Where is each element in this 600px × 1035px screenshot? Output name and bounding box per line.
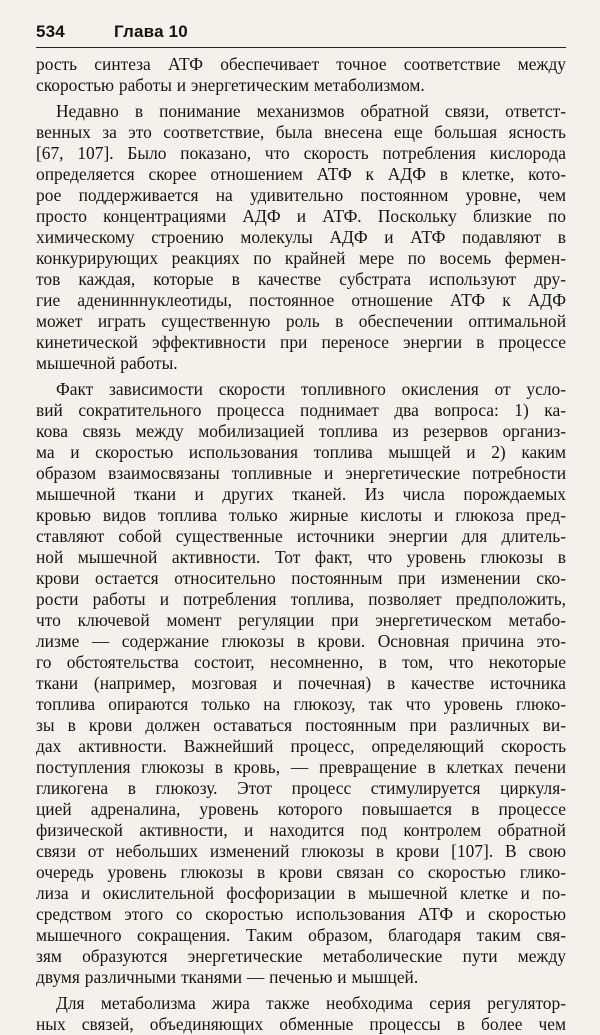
text-line: ставляют собой существенные источники энергии для длитель- xyxy=(36,526,566,546)
text-line: что ключевой момент регуляции при энергетическом метабо- xyxy=(36,610,566,630)
text-line: рости работы и потребления топлива, позволяет предположить, xyxy=(36,589,566,609)
text-line: определяется скорее отношением АТФ к АДФ в клетке, кото- xyxy=(36,164,566,184)
text-line: физической активности, и находится под контролем обратной xyxy=(36,820,566,840)
text-line: мышечного сокращения. Таким образом, благодаря таким свя- xyxy=(36,925,566,945)
text-line: цией адреналина, уровень которого повышается в процессе xyxy=(36,799,566,819)
text-line: поступления глюкозы в кровь, — превращение в клетках печени xyxy=(36,757,566,777)
text-line: ткани (например, мозговая и почечная) в качестве источника xyxy=(36,673,566,693)
text-line: двумя различными тканями — печенью и мышцей. xyxy=(36,967,419,987)
text-line: топлива опираются только на глюкозу, так что уровень глюко- xyxy=(36,694,566,714)
running-header xyxy=(36,22,566,48)
text-line: рое поддерживается на удивительно постоянном уровне, чем xyxy=(36,185,566,205)
text-line: образом взаимосвязаны топливные и энергетические потребности xyxy=(36,463,566,483)
text-line: тов каждая, которые в качестве субстрата используют дру- xyxy=(36,269,566,289)
text-line: крови остается относительно постоянным при изменении ско- xyxy=(36,568,566,588)
text-line: дах активности. Важнейший процесс, определяющий скорость xyxy=(36,736,566,756)
text-line: зы в крови должен оставаться постоянным при различных ви- xyxy=(36,715,566,735)
text-line: скоростью работы и энергетическим метаболизмом. xyxy=(36,75,425,95)
text-line: вий сократительного процесса поднимает два вопроса: 1) ка- xyxy=(36,400,566,420)
text-line: [67, 107]. Было показано, что скорость потребления кислорода xyxy=(36,143,566,163)
chapter-title: Глава 10 xyxy=(114,22,188,41)
text-line: ных связей, объединяющих обменные процессы в более чем xyxy=(36,1014,566,1034)
text-line: лизме — содержание глюкозы в крови. Основная причина это- xyxy=(36,631,566,651)
text-line: Факт зависимости скорости топливного окисления от усло- xyxy=(56,379,566,399)
text-line: кинетической эффективности при переносе энергии в процессе xyxy=(36,332,566,352)
body-text xyxy=(36,54,566,1035)
text-line: зям образуются энергетические метаболические пути между xyxy=(36,946,566,966)
text-line: кровью видов топлива только жирные кислоты и глюкоза пред- xyxy=(36,505,566,525)
text-line: ной мышечной активности. Тот факт, что уровень глюкозы в xyxy=(36,547,566,567)
text-line: венных за это соответствие, была внесена еще большая ясность xyxy=(36,122,566,142)
text-line: Недавно в понимание механизмов обратной связи, ответст- xyxy=(56,101,566,121)
text-line: рость синтеза АТФ обеспечивает точное соответствие между xyxy=(36,54,566,74)
text-line: мышечной работы. xyxy=(36,353,178,373)
text-line: конкурирующих реакциях по крайней мере по восемь фермен- xyxy=(36,248,566,268)
text-line: мышечной ткани и других тканей. Из числа порождаемых xyxy=(36,484,566,504)
text-line: лиза и окислительной фосфоризации в мышечной клетке и по- xyxy=(36,883,566,903)
text-line: очередь уровень глюкозы в крови связан со скоростью глико- xyxy=(36,862,566,882)
text-line: средством этого со скоростью использования АТФ и скоростью xyxy=(36,904,566,924)
text-line: кова связь между мобилизацией топлива из резервов организ- xyxy=(36,421,566,441)
text-line: просто концентрациями АДФ и АТФ. Поскольку близкие по xyxy=(36,206,566,226)
text-line: Для метаболизма жира также необходима серия регулятор- xyxy=(56,993,566,1013)
text-line: химическому строению молекулы АДФ и АТФ подавляют в xyxy=(36,227,566,247)
text-line: го обстоятельства состоит, несомненно, в том, что некоторые xyxy=(36,652,566,672)
text-line: гие аденинннуклеотиды, постоянное отношение АТФ к АДФ xyxy=(36,290,566,310)
text-line: ма и скоростью использования топлива мышцей и 2) каким xyxy=(36,442,566,462)
text-line: может играть существенную роль в обеспечении оптимальной xyxy=(36,311,566,331)
page-number: 534 xyxy=(36,22,65,41)
text-line: гликогена в глюкозу. Этот процесс стимулируется циркуля- xyxy=(36,778,566,798)
book-page xyxy=(36,22,566,1034)
text-line: связи от небольших изменений глюкозы в крови [107]. В свою xyxy=(36,841,566,861)
